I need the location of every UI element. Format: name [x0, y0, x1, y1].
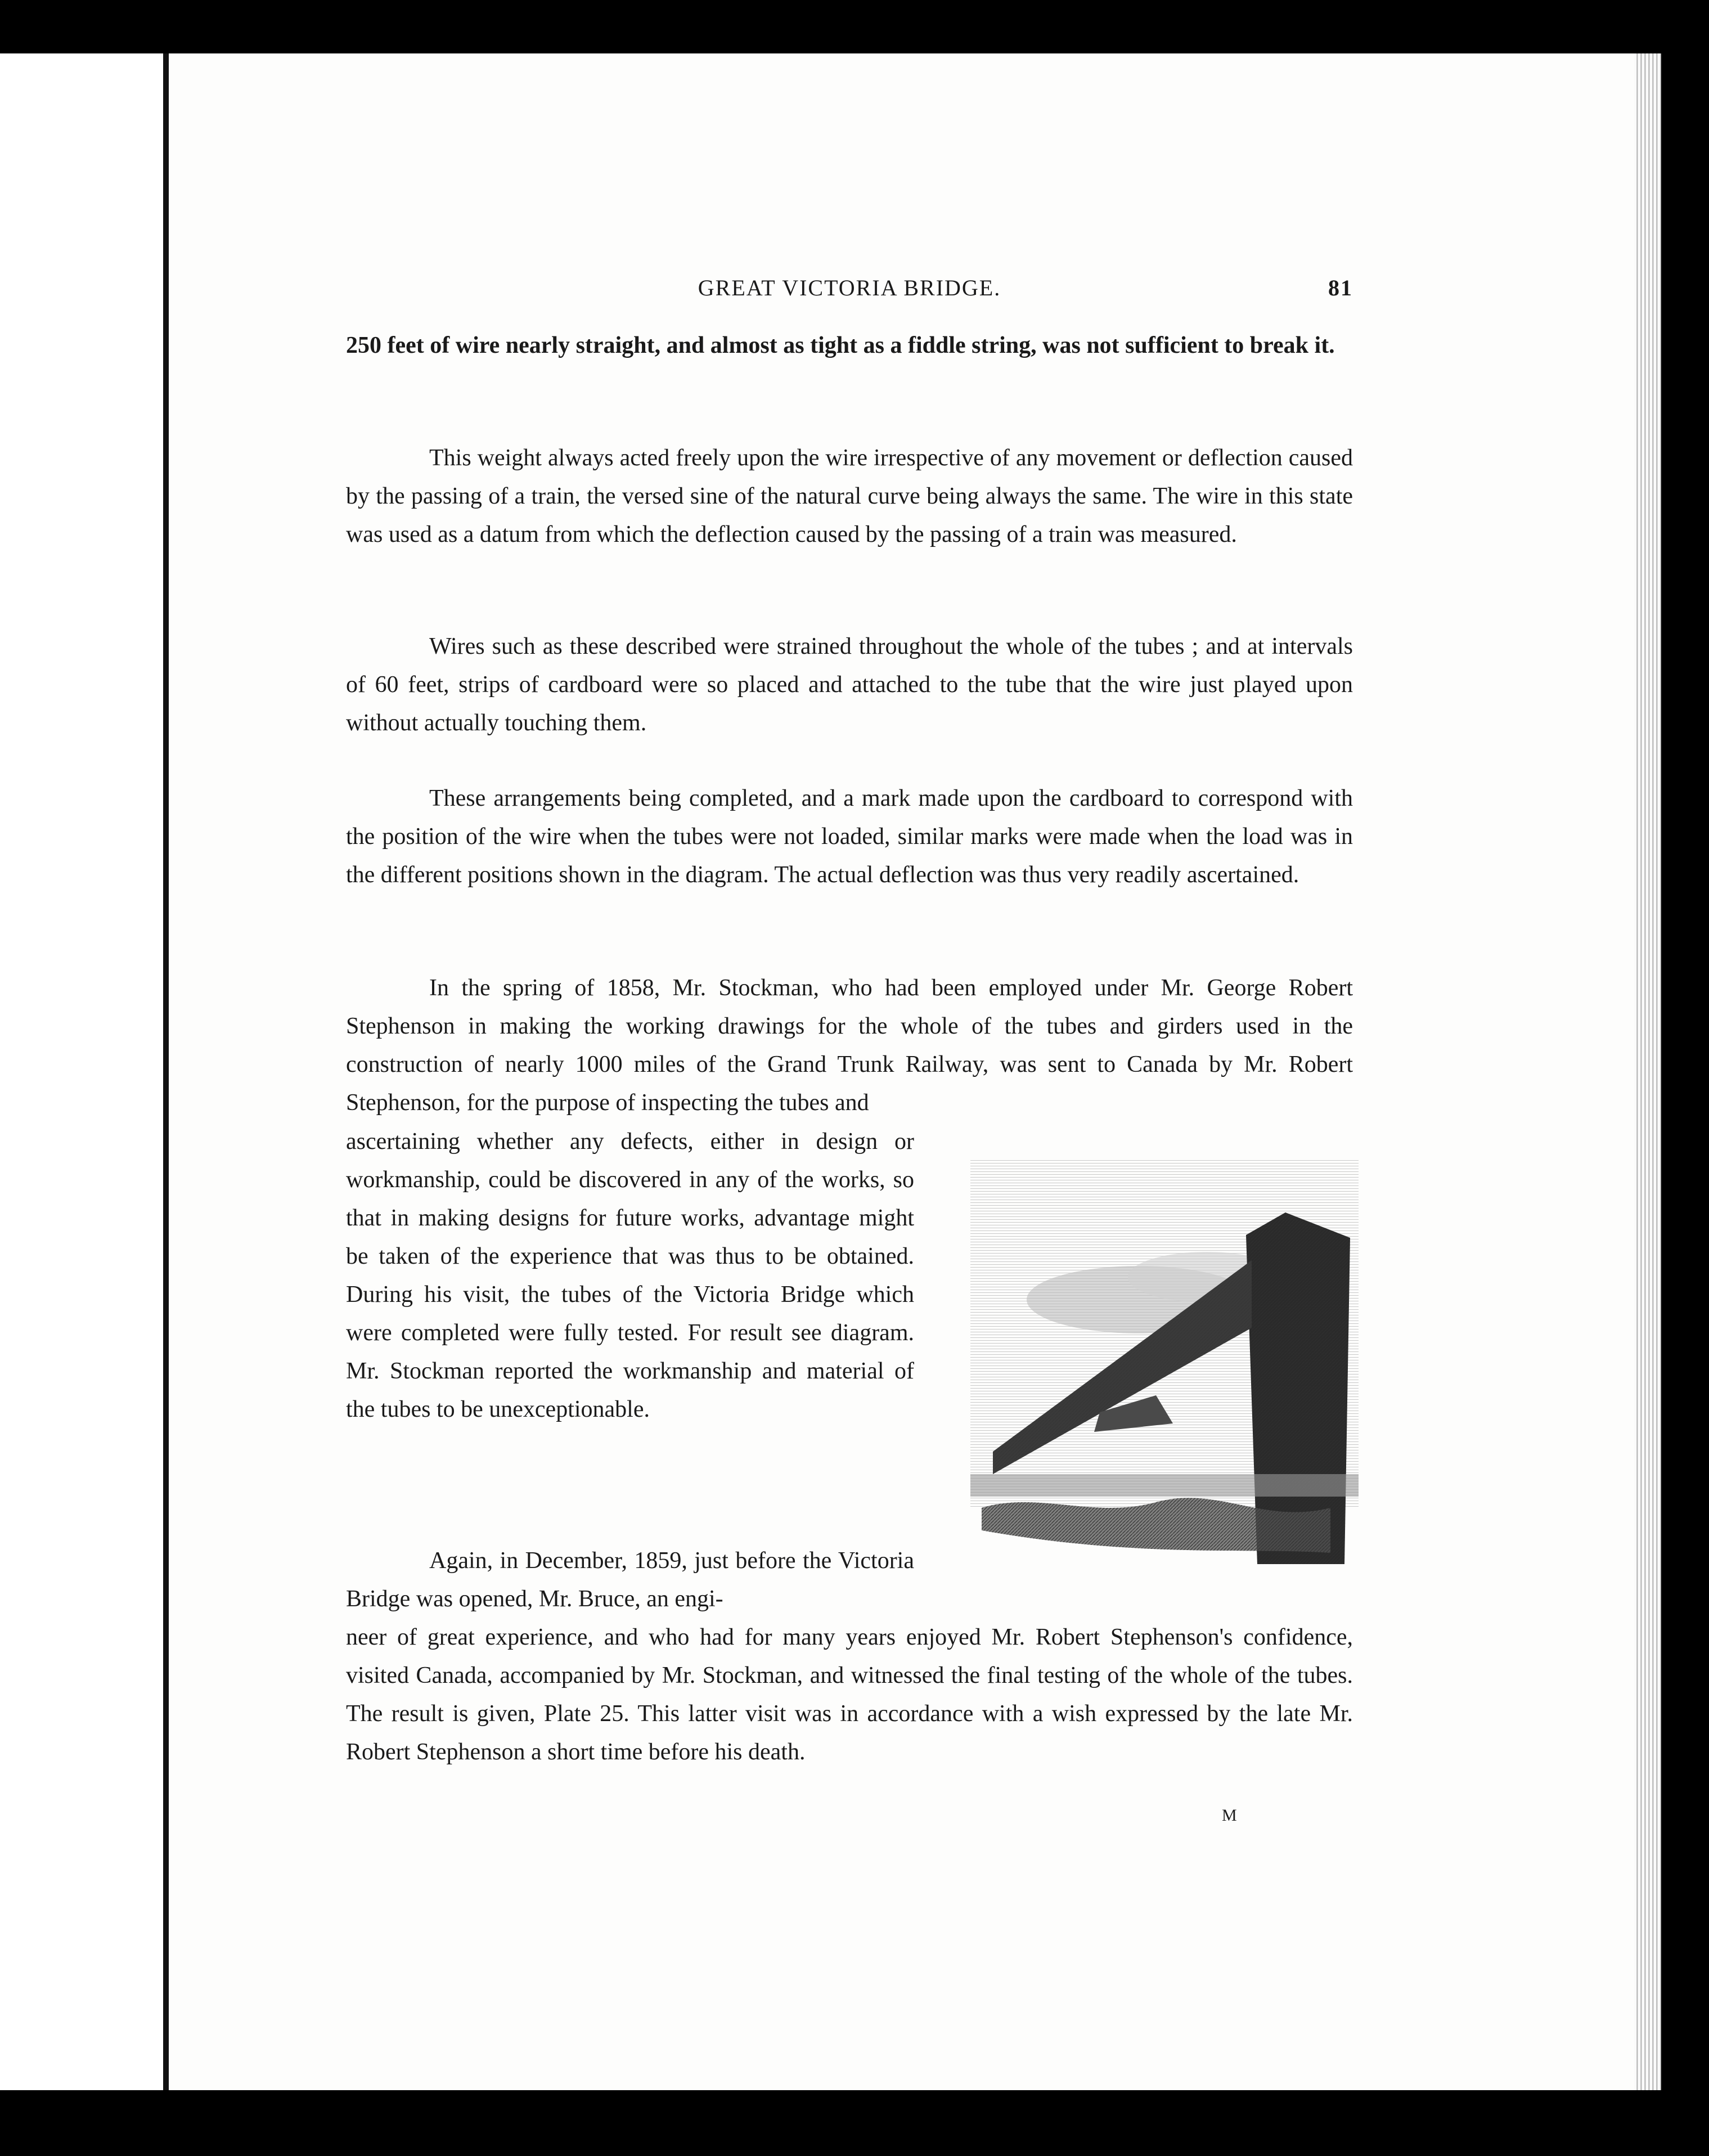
page-edges — [1634, 53, 1661, 2090]
page-number: 81 — [1328, 275, 1353, 300]
paragraph-3: Wires such as these described were strained throughout the whole of the tubes ; and at intervals of 60 feet, strips of cardboard were so placed and attached to the tube that the wire just played upon without actually touching them. — [346, 634, 1353, 736]
river — [970, 1474, 1359, 1497]
paragraph-2: This weight always acted freely upon the wire irrespective of any movement or deflection caused by the passing of a train, the versed sine of the natural curve being always the same. The wire in this state was used as a datum from which the deflection caused by the passing of a train was measured. — [346, 445, 1353, 547]
paragraph-6: Again, in December, 1859, just before the Victoria Bridge was opened, Mr. Bruce, an engi- — [346, 1548, 914, 1612]
paragraph-4: These arrangements being completed, and a mark made upon the cardboard to correspond with the position of the wire when the tubes were not loaded, similar marks were made when the load was in the different positions shown in the diagram. The actual deflection was thus very readily ascertained. — [346, 785, 1353, 888]
paragraph-5: In the spring of 1858, Mr. Stockman, who had been employed under Mr. George Robert Stephenson in making the working drawings for the whole of the tubes and girders used in the construction of nearly 1000 miles of the Grand Trunk Railway, was sent to Canada by Mr. Robert Stephenson, for the purpose of inspecting the tubes and — [346, 975, 1353, 1116]
paragraph-1: 250 feet of wire nearly straight, and almost as tight as a fiddle string, was not sufficient to break it. — [346, 333, 1335, 358]
signature-mark: M — [1222, 1806, 1237, 1825]
paragraph-5-continued: ascertaining whether any defects, either in design or workmanship, could be discovered in any of the works, so that in making designs for future works, advantage might be taken of the experience that was thus to be obtained. During his visit, the tubes of the Victoria Bridge which were completed were fully tested. For result see diagram. Mr. Stockman reported the workmanship and material of the tubes to be unexceptionable. — [346, 1129, 914, 1422]
bridge-engraving — [970, 1159, 1359, 1564]
paragraph-6-continued: neer of great experience, and who had for many years enjoyed Mr. Robert Stephenson's confidence, visited Canada, accompanied by Mr. Stockman, and witnessed the final testing of the whole of the tubes. The result is given, Plate 25. This latter visit was in accordance with a wish expressed by the late Mr. Robert Stephenson a short time before his death. — [346, 1624, 1353, 1765]
facing-page-margin — [0, 53, 163, 2090]
page-header — [346, 275, 1353, 303]
running-title: GREAT VICTORIA BRIDGE. — [698, 275, 1001, 300]
